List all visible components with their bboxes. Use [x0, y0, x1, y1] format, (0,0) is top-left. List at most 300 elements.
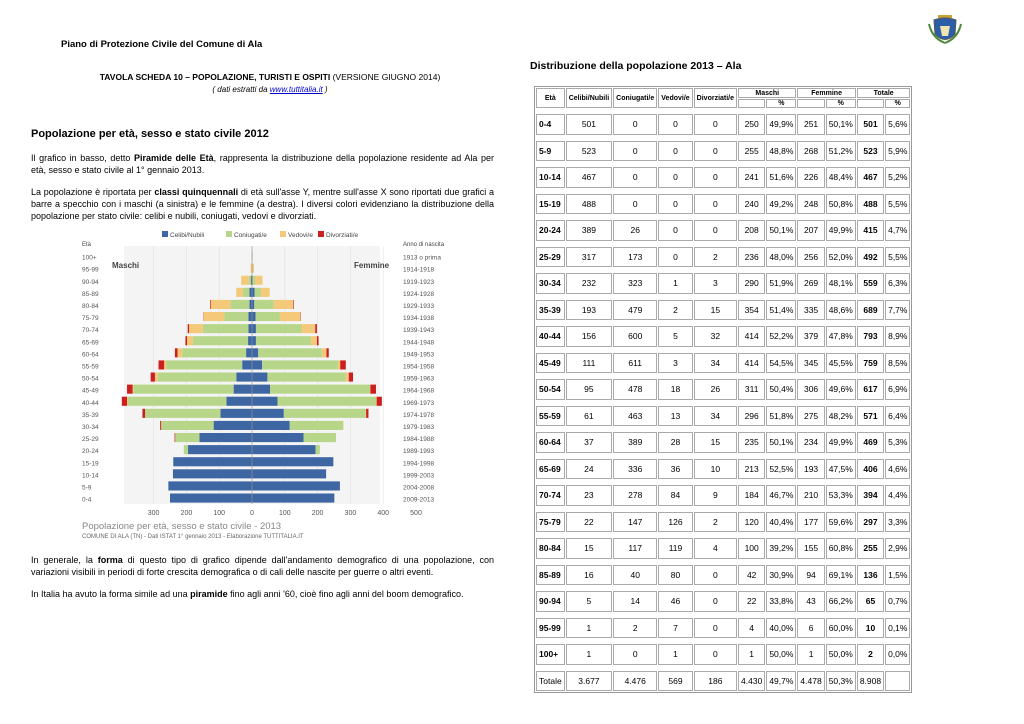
cell-age: 80-84	[536, 538, 565, 559]
cell-femmine: 4.478	[797, 671, 824, 692]
bar-maschi-0-4	[170, 494, 252, 503]
cell-femmine-pct: 60,8%	[826, 538, 856, 559]
row-spacer	[536, 136, 910, 140]
cell-age: 100+	[536, 644, 565, 665]
cell-vedovi: 18	[658, 379, 692, 400]
bar-femmine-75-79	[280, 312, 301, 321]
sub-pct-totale: %	[885, 99, 910, 108]
birth-year-label: 1934-1938	[403, 315, 435, 323]
bar-femmine-90-94	[253, 276, 255, 285]
row-spacer	[536, 639, 910, 643]
birth-year-label: 1969-1973	[403, 399, 435, 407]
cell-totale-pct: 8,5%	[885, 353, 910, 374]
cell-maschi-pct: 40,0%	[766, 618, 796, 639]
x-tick-label: 0	[250, 510, 254, 518]
birth-year-label: 2009-2013	[403, 496, 435, 504]
cell-maschi: 22	[738, 591, 765, 612]
birth-year-label: 1989-1993	[403, 448, 435, 456]
data-source	[30, 85, 510, 94]
bar-maschi-50-54	[236, 373, 252, 382]
cell-coniugati: 278	[613, 485, 657, 506]
cell-femmine: 43	[797, 591, 824, 612]
cell-femmine-pct: 49,9%	[826, 220, 856, 241]
row-spacer-cell	[536, 454, 910, 458]
table-title: Distribuzione della popolazione 2013 – Ala	[530, 60, 742, 72]
bar-maschi-60-64	[246, 348, 252, 357]
cell-vedovi: 84	[658, 485, 692, 506]
age-label: 45-49	[82, 387, 99, 395]
cell-totale-pct: 5,5%	[885, 247, 910, 268]
cell-maschi-pct: 46,7%	[766, 485, 796, 506]
bar-femmine-50-54	[346, 373, 349, 382]
cell-maschi: 208	[738, 220, 765, 241]
cell-age: 75-79	[536, 512, 565, 533]
cell-femmine: 207	[797, 220, 824, 241]
cell-coniugati: 479	[613, 300, 657, 321]
cell-celibi: 523	[566, 141, 612, 162]
table-row	[536, 247, 910, 268]
bar-maschi-50-54	[151, 373, 155, 382]
cell-vedovi: 126	[658, 512, 692, 533]
cell-maschi-pct: 49,7%	[766, 671, 796, 692]
table-row	[536, 432, 910, 453]
cell-vedovi: 119	[658, 538, 692, 559]
cell-age: 30-34	[536, 273, 565, 294]
legend-swatch-2	[280, 231, 286, 237]
birth-year-label: 1924-1928	[403, 290, 435, 298]
age-label: 75-79	[82, 315, 99, 323]
cell-maschi: 4.430	[738, 671, 765, 692]
cell-divorziati: 3	[694, 273, 737, 294]
cell-maschi: 240	[738, 194, 765, 215]
cell-maschi: 213	[738, 459, 765, 480]
cell-divorziati: 0	[694, 141, 737, 162]
cell-maschi-pct: 51,4%	[766, 300, 796, 321]
x-tick-label: 500	[410, 510, 422, 518]
cell-maschi: 296	[738, 406, 765, 427]
table-row	[536, 591, 910, 612]
cell-femmine: 177	[797, 512, 824, 533]
legend-label: Divorziati/e	[326, 232, 359, 239]
cell-celibi: 501	[566, 114, 612, 135]
cell-coniugati: 0	[613, 194, 657, 215]
cell-femmine: 275	[797, 406, 824, 427]
cell-maschi-pct: 51,9%	[766, 273, 796, 294]
cell-divorziati: 0	[694, 114, 737, 135]
chart-subtitle: COMUNE DI ALA (TN) - Dati ISTAT 1° gennaio 2013 - Elaborazione TUTTITALIA.IT	[82, 534, 304, 541]
legend-label: Coniugati/e	[234, 232, 267, 239]
cell-maschi: 241	[738, 167, 765, 188]
cell-totale: 523	[857, 141, 884, 162]
table-row	[536, 485, 910, 506]
row-spacer-cell	[536, 666, 910, 670]
cell-maschi-pct: 30,9%	[766, 565, 796, 586]
cell-femmine: 193	[797, 459, 824, 480]
cell-totale-pct: 4,6%	[885, 459, 910, 480]
scheda-version: (VERSIONE GIUGNO 2014)	[332, 72, 441, 82]
bar-femmine-20-24	[252, 445, 316, 454]
section-title: Popolazione per età, sesso e stato civile 2012	[31, 128, 269, 140]
cell-femmine: 248	[797, 194, 824, 215]
row-spacer	[536, 480, 910, 484]
cell-divorziati: 0	[694, 220, 737, 241]
cell-divorziati: 2	[694, 247, 737, 268]
cell-vedovi: 0	[658, 220, 692, 241]
bar-maschi-60-64	[175, 348, 178, 357]
scheda-title-text: TAVOLA SCHEDA 10 – POPOLAZIONE, TURISTI E OSPITI	[99, 72, 331, 82]
cell-totale-pct: 6,3%	[885, 273, 910, 294]
cell-totale-pct: 0,0%	[885, 644, 910, 665]
cell-femmine: 306	[797, 379, 824, 400]
cell-maschi-pct: 48,0%	[766, 247, 796, 268]
bar-femmine-20-24	[316, 445, 320, 454]
bar-femmine-50-54	[349, 373, 353, 382]
age-label: 55-59	[82, 363, 99, 371]
row-spacer	[536, 666, 910, 670]
document-header: Piano di Protezione Civile del Comune di Ala	[61, 39, 263, 50]
age-label: 20-24	[82, 448, 99, 456]
table-row	[536, 379, 910, 400]
row-spacer-cell	[536, 480, 910, 484]
bar-maschi-85-89	[243, 288, 250, 297]
row-spacer	[536, 242, 910, 246]
bar-femmine-40-44	[252, 397, 278, 406]
bar-femmine-15-19	[252, 457, 333, 466]
cell-totale: 571	[857, 406, 884, 427]
row-spacer-cell	[536, 613, 910, 617]
bar-femmine-55-59	[262, 360, 338, 369]
cell-vedovi: 7	[658, 618, 692, 639]
bar-femmine-45-49	[370, 385, 376, 394]
cell-femmine-pct: 48,6%	[826, 300, 856, 321]
bar-maschi-50-54	[155, 373, 158, 382]
cell-divorziati: 0	[694, 591, 737, 612]
bar-maschi-25-29	[175, 433, 176, 442]
cell-femmine: 1	[797, 644, 824, 665]
cell-divorziati: 0	[694, 167, 737, 188]
x-tick-label: 200	[180, 510, 193, 518]
cell-totale: 65	[857, 591, 884, 612]
cell-maschi: 255	[738, 141, 765, 162]
p2-bold: classi quinquennali	[154, 187, 239, 197]
cell-coniugati: 147	[613, 512, 657, 533]
x-tick-label: 300	[147, 510, 160, 518]
cell-divorziati: 186	[694, 671, 737, 692]
row-spacer-cell	[536, 321, 910, 325]
bar-maschi-65-69	[193, 336, 248, 345]
bar-maschi-20-24	[184, 445, 188, 454]
age-label: 100+	[82, 254, 97, 262]
cell-maschi-pct: 50,4%	[766, 379, 796, 400]
bar-maschi-75-79	[204, 312, 225, 321]
bar-femmine-0-4	[252, 494, 334, 503]
cell-totale: 136	[857, 565, 884, 586]
sub-pct-femmine: %	[826, 99, 856, 108]
cell-vedovi: 1	[658, 644, 692, 665]
bar-femmine-45-49	[270, 385, 370, 394]
bar-maschi-40-44	[128, 397, 226, 406]
cell-femmine-pct: 48,1%	[826, 273, 856, 294]
row-spacer-cell	[536, 348, 910, 352]
birth-year-label: 1979-1983	[403, 424, 435, 431]
table-row	[536, 326, 910, 347]
cell-totale: 617	[857, 379, 884, 400]
cell-femmine: 379	[797, 326, 824, 347]
bar-femmine-40-44	[376, 397, 377, 406]
table-body	[536, 109, 910, 691]
age-label: 95-99	[82, 266, 99, 274]
bar-femmine-85-89	[252, 288, 255, 297]
cell-totale: 415	[857, 220, 884, 241]
cell-coniugati: 26	[613, 220, 657, 241]
bar-maschi-95-99	[251, 264, 252, 273]
table-total-row	[536, 671, 910, 692]
cell-coniugati: 0	[613, 644, 657, 665]
bar-maschi-75-79	[248, 312, 252, 321]
table-row	[536, 538, 910, 559]
bar-maschi-55-59	[159, 360, 165, 369]
table-row	[536, 141, 910, 162]
bar-femmine-35-39	[366, 409, 368, 418]
cell-femmine: 210	[797, 485, 824, 506]
age-label: 50-54	[82, 375, 99, 383]
bar-maschi-10-14	[173, 469, 252, 478]
p2-text-c: di età sull'asse Y, mentre sull'asse X sono riportati due grafici a barre a specchio con i maschi (a sinistra) e le femmine (a destra). I diversi colori evidenziano la distribuzione della popolazione per stato civile: celibi e nubili, coniugati, vedovi e divorziati.	[31, 187, 494, 221]
cell-femmine-pct: 52,0%	[826, 247, 856, 268]
row-spacer-cell	[536, 242, 910, 246]
cell-totale: 469	[857, 432, 884, 453]
cell-celibi: 16	[566, 565, 612, 586]
row-spacer	[536, 613, 910, 617]
row-spacer-cell	[536, 374, 910, 378]
bar-femmine-60-64	[252, 348, 258, 357]
row-spacer-cell	[536, 586, 910, 590]
bar-maschi-80-84	[211, 300, 231, 309]
birth-year-label: 1913 o prima	[403, 254, 441, 262]
row-spacer-cell	[536, 401, 910, 405]
row-spacer-cell	[536, 507, 910, 511]
row-spacer-cell	[536, 189, 910, 193]
cell-celibi: 37	[566, 432, 612, 453]
table-row	[536, 644, 910, 665]
cell-totale-pct: 0,1%	[885, 618, 910, 639]
row-spacer-cell	[536, 533, 910, 537]
birth-year-label: 1974-1978	[403, 411, 435, 419]
cell-totale-pct: 7,7%	[885, 300, 910, 321]
cell-totale-pct: 2,9%	[885, 538, 910, 559]
row-spacer-cell	[536, 560, 910, 564]
cell-celibi: 317	[566, 247, 612, 268]
cell-maschi: 250	[738, 114, 765, 135]
paragraph-italy	[31, 588, 494, 600]
cell-maschi: 414	[738, 326, 765, 347]
p3-text-c: di questo tipo di grafico dipende dall'andamento demografico di una popolazione, con variazioni visibili in periodi di forte crescita demografica o di cali delle nascite per guerre o altri eventi.	[31, 555, 494, 577]
header-eta: Età	[536, 88, 565, 108]
header-femmine: Femmine	[797, 88, 855, 98]
cell-age: 85-89	[536, 565, 565, 586]
cell-age: 45-49	[536, 353, 565, 374]
legend-swatch-0	[162, 231, 168, 237]
bar-maschi-70-74	[188, 324, 189, 333]
cell-totale-pct	[885, 671, 910, 692]
cell-age: 90-94	[536, 591, 565, 612]
cell-coniugati: 463	[613, 406, 657, 427]
bar-femmine-90-94	[255, 276, 263, 285]
birth-year-label: 1914-1918	[403, 266, 435, 274]
cell-maschi-pct: 33,8%	[766, 591, 796, 612]
p2-text-a: La popolazione è riportata per	[31, 187, 155, 197]
cell-totale: 759	[857, 353, 884, 374]
bar-femmine-60-64	[326, 348, 328, 357]
cell-vedovi: 3	[658, 353, 692, 374]
bar-maschi-25-29	[200, 433, 252, 442]
bar-femmine-65-69	[317, 336, 319, 345]
bar-maschi-50-54	[158, 373, 236, 382]
cell-divorziati: 32	[694, 326, 737, 347]
cell-age: 25-29	[536, 247, 565, 268]
header-maschi: Maschi	[738, 88, 796, 98]
bar-femmine-85-89	[255, 288, 262, 297]
cell-vedovi: 0	[658, 167, 692, 188]
cell-maschi-pct: 48,8%	[766, 141, 796, 162]
bar-femmine-50-54	[267, 373, 345, 382]
bar-maschi-45-49	[133, 385, 134, 394]
cell-femmine-pct: 60,0%	[826, 618, 856, 639]
cell-maschi: 120	[738, 512, 765, 533]
cell-maschi-pct: 52,5%	[766, 459, 796, 480]
bar-maschi-55-59	[164, 360, 166, 369]
cell-vedovi: 28	[658, 432, 692, 453]
bar-femmine-55-59	[252, 360, 262, 369]
paragraph-shape	[31, 554, 494, 578]
sub-empty	[797, 99, 824, 108]
age-label: 35-39	[82, 411, 99, 419]
cell-coniugati: 173	[613, 247, 657, 268]
bar-femmine-30-34	[252, 421, 290, 430]
cell-femmine-pct: 50,0%	[826, 644, 856, 665]
birth-year-label: 1929-1933	[403, 303, 435, 310]
cell-vedovi: 46	[658, 591, 692, 612]
table-row	[536, 273, 910, 294]
cell-celibi: 389	[566, 220, 612, 241]
cell-totale: 488	[857, 194, 884, 215]
cell-maschi: 184	[738, 485, 765, 506]
cell-celibi: 1	[566, 644, 612, 665]
bar-femmine-35-39	[365, 409, 366, 418]
bar-maschi-80-84	[249, 300, 252, 309]
cell-vedovi: 80	[658, 565, 692, 586]
bar-maschi-55-59	[166, 360, 242, 369]
row-spacer	[536, 374, 910, 378]
bar-maschi-25-29	[175, 433, 199, 442]
bar-maschi-45-49	[127, 385, 133, 394]
cell-coniugati: 40	[613, 565, 657, 586]
cell-coniugati: 611	[613, 353, 657, 374]
cell-celibi: 232	[566, 273, 612, 294]
bar-maschi-90-94	[241, 276, 249, 285]
bar-femmine-70-74	[256, 324, 302, 333]
header-divorziati: Divorziati/e	[694, 88, 737, 108]
cell-divorziati: 0	[694, 194, 737, 215]
bar-maschi-45-49	[234, 385, 252, 394]
cell-age: 20-24	[536, 220, 565, 241]
bar-maschi-20-24	[188, 445, 252, 454]
x-tick-label: 100	[278, 510, 291, 518]
table-row	[536, 565, 910, 586]
p3-bold: forma	[97, 555, 123, 565]
bar-femmine-70-74	[315, 324, 317, 333]
age-label: 85-89	[82, 290, 99, 298]
x-tick-label: 200	[311, 510, 324, 518]
birth-year-label: 1949-1953	[403, 351, 435, 359]
row-spacer	[536, 348, 910, 352]
source-link[interactable]: www.tuttitalia.it	[269, 85, 323, 94]
cell-totale: 255	[857, 538, 884, 559]
bar-maschi-65-69	[248, 336, 252, 345]
age-label: 30-34	[82, 424, 99, 431]
row-spacer-cell	[536, 162, 910, 166]
cell-divorziati: 26	[694, 379, 737, 400]
cell-vedovi: 0	[658, 141, 692, 162]
source-prefix: ( dati estratti da	[212, 85, 268, 94]
birth-year-label: 1954-1958	[403, 363, 435, 371]
population-pyramid-chart	[80, 228, 445, 543]
cell-totale: 689	[857, 300, 884, 321]
cell-divorziati: 0	[694, 644, 737, 665]
cell-maschi-pct: 49,9%	[766, 114, 796, 135]
cell-divorziati: 34	[694, 353, 737, 374]
cell-maschi: 290	[738, 273, 765, 294]
cell-femmine-pct: 59,6%	[826, 512, 856, 533]
p4-text-a: In Italia ha avuto la forma simile ad una	[31, 589, 191, 599]
cell-coniugati: 117	[613, 538, 657, 559]
cell-femmine: 234	[797, 432, 824, 453]
table-row	[536, 300, 910, 321]
legend-label: Vedovi/e	[288, 232, 313, 239]
cell-totale: 492	[857, 247, 884, 268]
bar-femmine-45-49	[252, 385, 270, 394]
population-table	[534, 86, 912, 693]
header-coniugati: Coniugati/e	[613, 88, 657, 108]
bar-maschi-40-44	[122, 397, 127, 406]
row-spacer	[536, 109, 910, 113]
cell-vedovi: 13	[658, 406, 692, 427]
cell-femmine-pct: 48,2%	[826, 406, 856, 427]
bar-maschi-70-74	[248, 324, 252, 333]
age-label: 70-74	[82, 327, 99, 335]
cell-femmine: 251	[797, 114, 824, 135]
cell-maschi: 235	[738, 432, 765, 453]
cell-femmine: 94	[797, 565, 824, 586]
age-label: 10-14	[82, 472, 99, 480]
row-spacer	[536, 321, 910, 325]
scheda-title	[30, 72, 510, 82]
cell-coniugati: 0	[613, 167, 657, 188]
age-label: 65-69	[82, 339, 99, 347]
row-spacer	[536, 560, 910, 564]
cell-coniugati: 323	[613, 273, 657, 294]
row-spacer	[536, 401, 910, 405]
cell-totale-pct: 6,9%	[885, 379, 910, 400]
bar-maschi-35-39	[145, 409, 220, 418]
bar-maschi-5-9	[168, 481, 252, 490]
cell-divorziati: 0	[694, 618, 737, 639]
row-spacer	[536, 427, 910, 431]
cell-totale: 406	[857, 459, 884, 480]
sub-pct-maschi: %	[766, 99, 796, 108]
cell-totale-pct: 5,6%	[885, 114, 910, 135]
birth-year-label: 1984-1988	[403, 436, 435, 444]
